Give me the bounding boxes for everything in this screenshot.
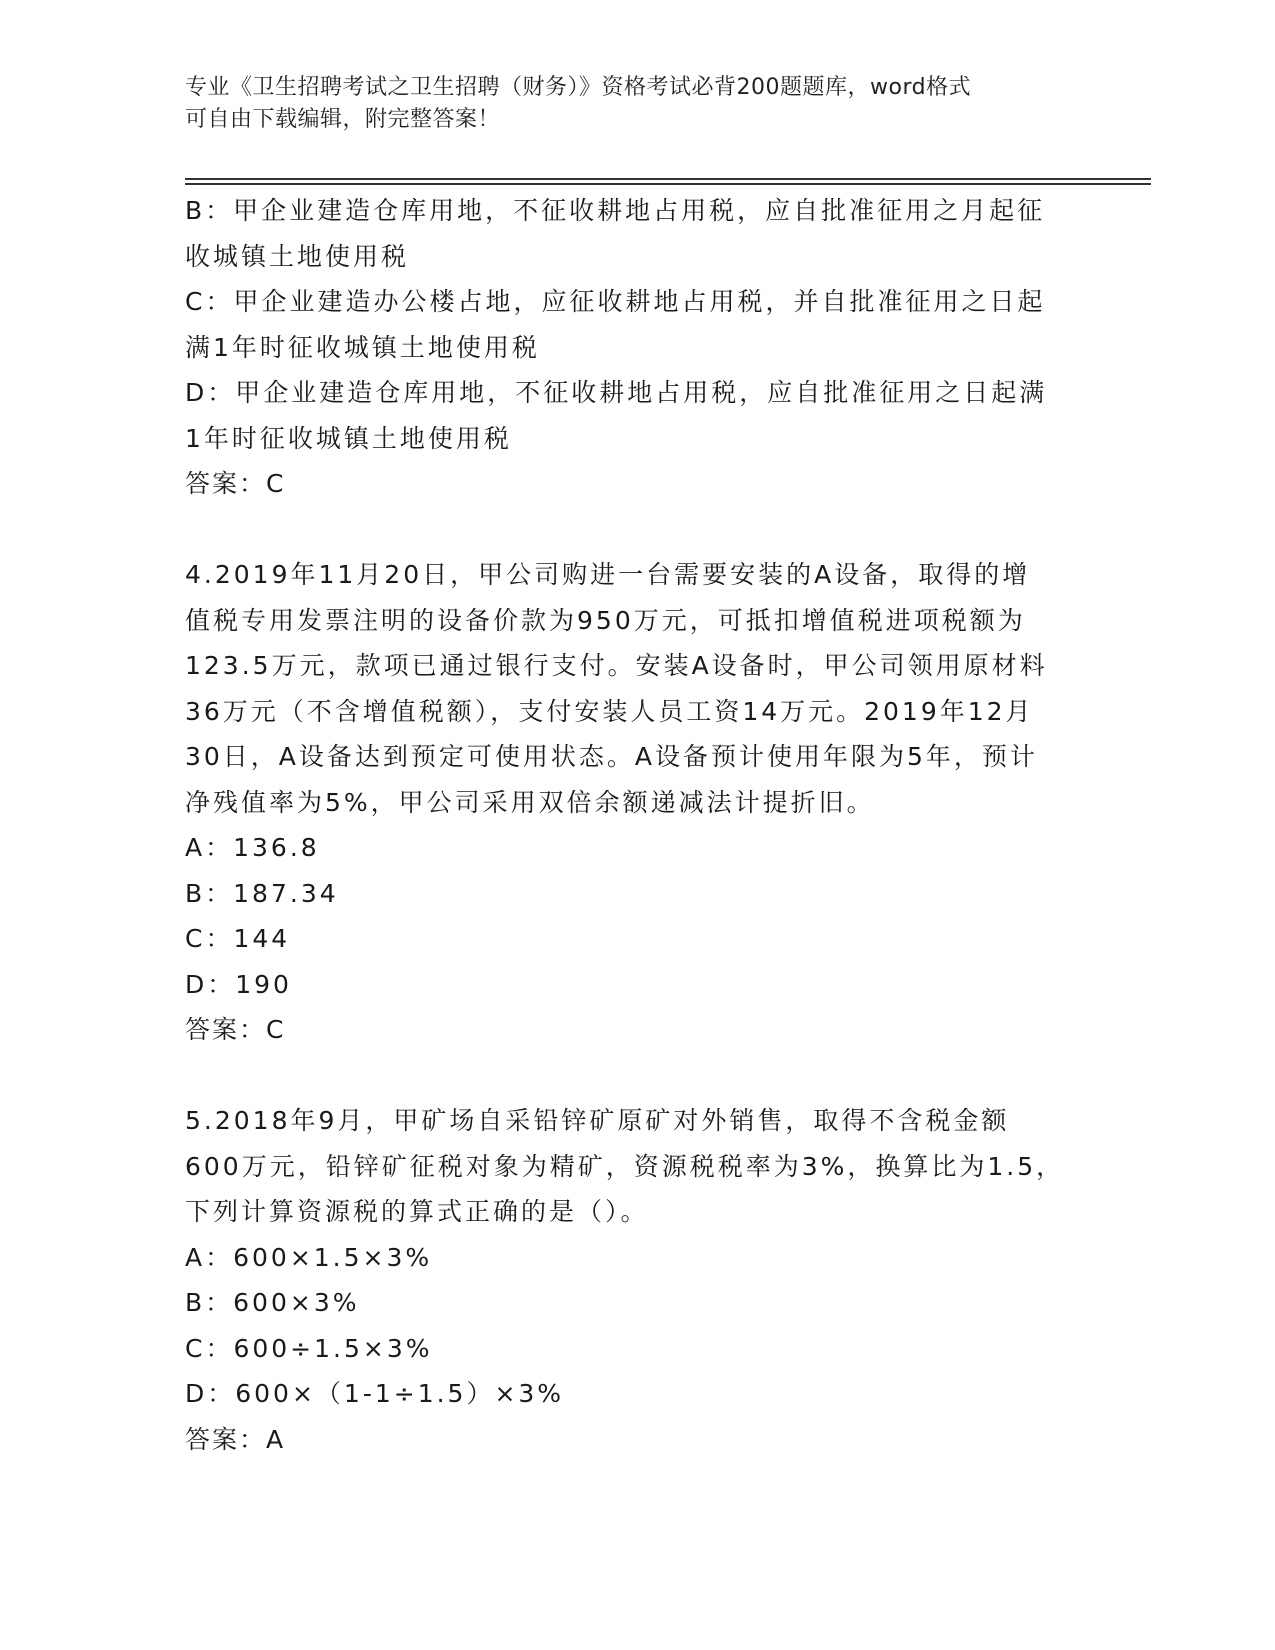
q4-stem-line-4: 36万元（不含增值税额），支付安装人员工资14万元。2019年12月 [185, 696, 1034, 726]
q5-stem-line-3: 下列计算资源税的算式正确的是（）。 [185, 1197, 649, 1226]
document-header [185, 72, 1065, 136]
q5-option-d: D：600×（1-1÷1.5）×3% [185, 1379, 565, 1408]
q3-option-b-line-1: B：甲企业建造仓库用地，不征收耕地占用税，应自批准征用之月起征 [185, 196, 1046, 225]
q4-stem-line-5: 30日，A设备达到预定可使用状态。A设备预计使用年限为5年，预计 [185, 742, 1038, 771]
q3-option-b-line-2: 收城镇土地使用税 [185, 241, 410, 271]
q4-option-a: A：136.8 [185, 833, 320, 862]
header-divider-bottom [185, 183, 1151, 185]
spacer [185, 507, 1085, 553]
spacer [185, 1053, 1085, 1099]
q4-stem-line-3: 123.5万元，款项已通过银行支付。安装A设备时，甲公司领用原材料 [185, 651, 1048, 680]
q3-option-d-line-2: 1年时征收城镇土地使用税 [185, 423, 512, 453]
q5-option-a: A：600×1.5×3% [185, 1242, 433, 1272]
q4-answer: 答案：C [185, 1015, 286, 1044]
question-5-block [185, 1098, 1085, 1462]
q3-option-c-line-2: 满1年时征收城镇土地使用税 [185, 332, 540, 362]
q4-option-d: D：190 [185, 969, 292, 999]
q5-option-b: B：600×3% [185, 1288, 360, 1317]
q3-option-d-line-1: D：甲企业建造仓库用地，不征收耕地占用税，应自批准征用之日起满 [185, 378, 1048, 407]
q5-answer: 答案：A [185, 1424, 286, 1454]
header-title-line-1: 专业《卫生招聘考试之卫生招聘（财务）》资格考试必背200题题库，word格式 [185, 75, 972, 100]
header-title-line-2: 可自由下载编辑，附完整答案！ [185, 107, 501, 132]
q5-stem-line-1: 5.2018年9月，甲矿场自采铅锌矿原矿对外销售，取得不含税金额 [185, 1106, 1010, 1135]
q4-stem-line-1: 4.2019年11月20日，甲公司购进一台需要安装的A设备，取得的增 [185, 560, 1031, 589]
q5-stem-line-2: 600万元，铅锌矿征税对象为精矿，资源税税率为3%，换算比为1.5， [185, 1151, 1065, 1181]
question-4-block [185, 552, 1085, 1053]
q5-option-c: C：600÷1.5×3% [185, 1333, 433, 1363]
q4-stem-line-2: 值税专用发票注明的设备价款为950万元，可抵扣增值税进项税额为 [185, 605, 1026, 635]
q4-option-b: B：187.34 [185, 878, 339, 908]
q3-answer: 答案：C [185, 469, 286, 498]
q3-option-c-line-1: C：甲企业建造办公楼占地，应征收耕地占用税，并自批准征用之日起 [185, 287, 1046, 316]
question-content [185, 188, 1085, 1462]
header-divider-top [185, 178, 1151, 180]
q4-stem-line-6: 净残值率为5%，甲公司采用双倍余额递减法计提折旧。 [185, 787, 875, 817]
q4-option-c: C：144 [185, 924, 291, 953]
question-3-block [185, 188, 1085, 507]
